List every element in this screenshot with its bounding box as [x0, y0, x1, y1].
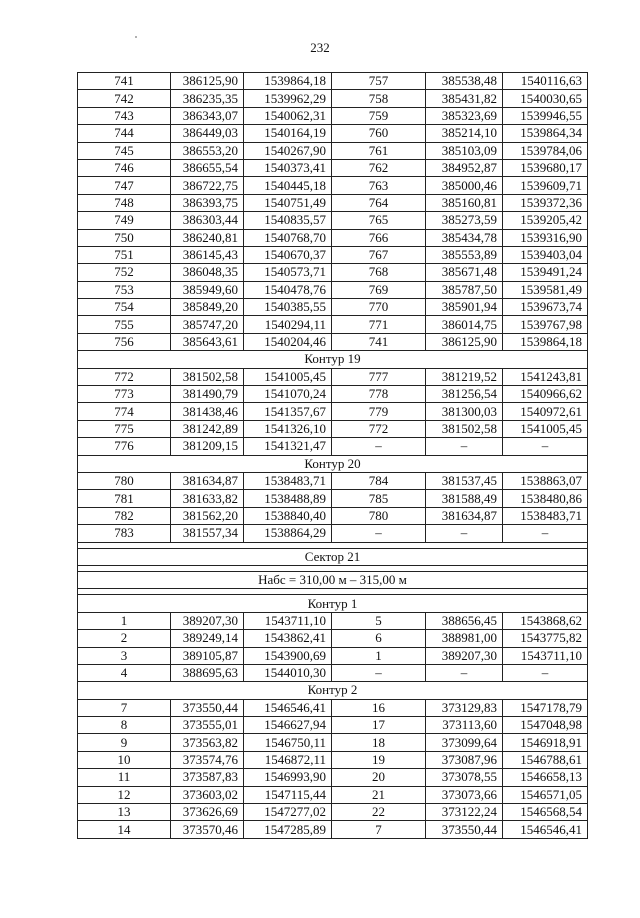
cell-point-number: 762	[332, 159, 426, 176]
cell-coord-y: 1539946,55	[503, 107, 588, 124]
table-row	[78, 507, 588, 524]
cell-coord-x: 373099,64	[426, 734, 503, 751]
table-row	[78, 73, 588, 90]
cell-coord-y: 1547115,44	[244, 786, 332, 803]
cell-coord-x: 385538,48	[426, 73, 503, 90]
cell-coord-x: 373587,83	[171, 769, 244, 786]
cell-coord-x: 381490,79	[171, 386, 244, 403]
cell-coord-y: 1540294,11	[244, 316, 332, 333]
cell-coord-x: 385553,89	[426, 246, 503, 263]
cell-point-number: 785	[332, 490, 426, 507]
cell-coord-y: 1539767,98	[503, 316, 588, 333]
cell-coord-y: –	[503, 664, 588, 681]
contour-title: Контур 19	[78, 351, 588, 368]
cell-coord-x: 388656,45	[426, 612, 503, 629]
cell-coord-x: 385671,48	[426, 264, 503, 281]
table-row	[78, 751, 588, 768]
cell-coord-x: 381588,49	[426, 490, 503, 507]
cell-coord-x: 386125,90	[171, 73, 244, 90]
cell-coord-y: 1539403,04	[503, 246, 588, 263]
cell-coord-x: 373603,02	[171, 786, 244, 803]
table-row	[78, 368, 588, 385]
cell-point-number: 757	[332, 73, 426, 90]
cell-coord-x: 385434,78	[426, 229, 503, 246]
contour-header-row	[78, 595, 588, 612]
cell-coord-x: 373555,01	[171, 717, 244, 734]
cell-coord-y: 1539609,71	[503, 177, 588, 194]
table-row	[78, 525, 588, 542]
cell-coord-y: 1539864,18	[503, 333, 588, 350]
cell-coord-x: 373574,76	[171, 751, 244, 768]
cell-coord-x: 386343,07	[171, 107, 244, 124]
cell-coord-x: 386125,90	[426, 333, 503, 350]
table-row	[78, 299, 588, 316]
cell-point-number: 755	[78, 316, 171, 333]
cell-point-number: 1	[78, 612, 171, 629]
cell-coord-y: –	[503, 438, 588, 455]
cell-coord-x: 386393,75	[171, 194, 244, 211]
cell-coord-y: 1539205,42	[503, 212, 588, 229]
cell-coord-x: 381634,87	[171, 472, 244, 489]
cell-coord-x: 373550,44	[426, 821, 503, 838]
table-row	[78, 420, 588, 437]
cell-point-number: 12	[78, 786, 171, 803]
cell-coord-y: 1539316,90	[503, 229, 588, 246]
cell-coord-y: 1540751,49	[244, 194, 332, 211]
cell-coord-x: 373113,60	[426, 717, 503, 734]
table-row	[78, 472, 588, 489]
cell-point-number: 748	[78, 194, 171, 211]
cell-point-number: 750	[78, 229, 171, 246]
cell-point-number: 758	[332, 90, 426, 107]
cell-coord-x: 388981,00	[426, 630, 503, 647]
cell-coord-y: 1538863,07	[503, 472, 588, 489]
cell-point-number: 760	[332, 125, 426, 142]
cell-coord-y: 1547277,02	[244, 804, 332, 821]
cell-coord-y: 1546788,61	[503, 751, 588, 768]
cell-point-number: 756	[78, 333, 171, 350]
cell-coord-x: 373626,69	[171, 804, 244, 821]
cell-coord-y: 1540062,31	[244, 107, 332, 124]
cell-coord-x: 373122,24	[426, 804, 503, 821]
cell-coord-x: 385787,50	[426, 281, 503, 298]
cell-coord-y: 1546872,11	[244, 751, 332, 768]
cell-coord-y: 1540164,19	[244, 125, 332, 142]
cell-point-number: 13	[78, 804, 171, 821]
cell-point-number: 9	[78, 734, 171, 751]
cell-point-number: 3	[78, 647, 171, 664]
cell-point-number: –	[332, 525, 426, 542]
cell-point-number: 772	[332, 420, 426, 437]
cell-point-number: 741	[78, 73, 171, 90]
cell-point-number: 14	[78, 821, 171, 838]
cell-point-number: 19	[332, 751, 426, 768]
cell-point-number: 776	[78, 438, 171, 455]
table-row	[78, 90, 588, 107]
cell-coord-y: 1540373,41	[244, 159, 332, 176]
cell-coord-y: 1541005,45	[244, 368, 332, 385]
cell-point-number: 22	[332, 804, 426, 821]
contour-header-row	[78, 351, 588, 368]
cell-point-number: 18	[332, 734, 426, 751]
cell-coord-y: 1546627,94	[244, 717, 332, 734]
cell-point-number: 754	[78, 299, 171, 316]
table-row	[78, 786, 588, 803]
cell-coord-x: 385849,20	[171, 299, 244, 316]
cell-coord-y: 1540204,46	[244, 333, 332, 350]
cell-coord-x: 388695,63	[171, 664, 244, 681]
cell-coord-y: 1539491,24	[503, 264, 588, 281]
cell-point-number: 764	[332, 194, 426, 211]
cell-coord-y: 1540478,76	[244, 281, 332, 298]
cell-coord-y: 1539680,17	[503, 159, 588, 176]
cell-coord-x: 373550,44	[171, 699, 244, 716]
table-row	[78, 107, 588, 124]
cell-point-number: 772	[78, 368, 171, 385]
cell-coord-x: 381219,52	[426, 368, 503, 385]
cell-coord-x: 373073,66	[426, 786, 503, 803]
cell-coord-y: 1539372,36	[503, 194, 588, 211]
cell-point-number: 761	[332, 142, 426, 159]
cell-coord-x: 381634,87	[426, 507, 503, 524]
cell-point-number: 782	[78, 507, 171, 524]
cell-coord-y: 1543711,10	[244, 612, 332, 629]
cell-coord-y: 1546658,13	[503, 769, 588, 786]
cell-coord-y: 1538483,71	[503, 507, 588, 524]
cell-coord-x: 385000,46	[426, 177, 503, 194]
cell-coord-y: 1546571,05	[503, 786, 588, 803]
cell-coord-x: 385949,60	[171, 281, 244, 298]
cell-point-number: 752	[78, 264, 171, 281]
cell-coord-x: 389105,87	[171, 647, 244, 664]
cell-point-number: 763	[332, 177, 426, 194]
cell-point-number: 779	[332, 403, 426, 420]
cell-point-number: –	[332, 664, 426, 681]
cell-point-number: 774	[78, 403, 171, 420]
cell-coord-y: 1539581,49	[503, 281, 588, 298]
cell-coord-y: 1538864,29	[244, 525, 332, 542]
cell-point-number: 7	[332, 821, 426, 838]
cell-coord-y: 1546568,54	[503, 804, 588, 821]
cell-coord-x: 373087,96	[426, 751, 503, 768]
cell-point-number: 769	[332, 281, 426, 298]
cell-point-number: 768	[332, 264, 426, 281]
contour-header-row	[78, 455, 588, 472]
cell-coord-x: 385901,94	[426, 299, 503, 316]
section-title: Сектор 21	[78, 548, 588, 565]
table-row	[78, 821, 588, 838]
contour-title: Контур 1	[78, 595, 588, 612]
section-title: Набс = 310,00 м – 315,00 м	[78, 571, 588, 588]
cell-point-number: 784	[332, 472, 426, 489]
cell-point-number: 744	[78, 125, 171, 142]
contour-title: Контур 2	[78, 682, 588, 699]
cell-coord-x: 373078,55	[426, 769, 503, 786]
cell-point-number: 10	[78, 751, 171, 768]
cell-point-number: 741	[332, 333, 426, 350]
table-row	[78, 177, 588, 194]
table-row	[78, 647, 588, 664]
cell-coord-y: 1541005,45	[503, 420, 588, 437]
cell-coord-x: 381438,46	[171, 403, 244, 420]
cell-coord-x: 381537,45	[426, 472, 503, 489]
cell-coord-y: 1544010,30	[244, 664, 332, 681]
cell-coord-x: 381502,58	[426, 420, 503, 437]
cell-coord-y: 1540445,18	[244, 177, 332, 194]
cell-coord-x: 389207,30	[426, 647, 503, 664]
cell-point-number: –	[332, 438, 426, 455]
cell-coord-x: 385747,20	[171, 316, 244, 333]
cell-point-number: 766	[332, 229, 426, 246]
cell-coord-x: 381256,54	[426, 386, 503, 403]
cell-point-number: 773	[78, 386, 171, 403]
cell-coord-y: 1541326,10	[244, 420, 332, 437]
cell-coord-y: 1543775,82	[503, 630, 588, 647]
table-row	[78, 490, 588, 507]
cell-coord-y: 1541321,47	[244, 438, 332, 455]
table-row	[78, 125, 588, 142]
cell-coord-y: 1543900,69	[244, 647, 332, 664]
cell-point-number: 746	[78, 159, 171, 176]
cell-coord-y: 1547178,79	[503, 699, 588, 716]
cell-point-number: 20	[332, 769, 426, 786]
table-row	[78, 194, 588, 211]
cell-coord-x: 386240,81	[171, 229, 244, 246]
cell-coord-x: 386722,75	[171, 177, 244, 194]
cell-point-number: 11	[78, 769, 171, 786]
cell-coord-y: 1538480,86	[503, 490, 588, 507]
cell-coord-x: 386014,75	[426, 316, 503, 333]
cell-coord-x: 381502,58	[171, 368, 244, 385]
cell-coord-y: 1546750,11	[244, 734, 332, 751]
cell-coord-y: 1540966,62	[503, 386, 588, 403]
cell-point-number: 6	[332, 630, 426, 647]
table-row	[78, 281, 588, 298]
table-row	[78, 734, 588, 751]
cell-point-number: 770	[332, 299, 426, 316]
cell-coord-x: 385273,59	[426, 212, 503, 229]
cell-coord-y: 1546546,41	[244, 699, 332, 716]
cell-coord-y: 1539962,29	[244, 90, 332, 107]
cell-coord-y: 1540030,65	[503, 90, 588, 107]
table-row	[78, 264, 588, 281]
cell-coord-y: 1539864,18	[244, 73, 332, 90]
cell-coord-y: 1547048,98	[503, 717, 588, 734]
coordinates-table	[77, 72, 588, 839]
table-row	[78, 612, 588, 629]
cell-point-number: 778	[332, 386, 426, 403]
cell-point-number: 742	[78, 90, 171, 107]
cell-coord-x: 385103,09	[426, 142, 503, 159]
cell-point-number: 751	[78, 246, 171, 263]
cell-coord-y: 1547285,89	[244, 821, 332, 838]
cell-coord-y: 1543868,62	[503, 612, 588, 629]
cell-coord-x: 386235,35	[171, 90, 244, 107]
cell-point-number: 783	[78, 525, 171, 542]
cell-point-number: 759	[332, 107, 426, 124]
cell-coord-x: 373570,46	[171, 821, 244, 838]
cell-point-number: 4	[78, 664, 171, 681]
cell-point-number: 8	[78, 717, 171, 734]
cell-point-number: 771	[332, 316, 426, 333]
table-row	[78, 438, 588, 455]
cell-coord-y: 1538488,89	[244, 490, 332, 507]
cell-coord-x: 381300,03	[426, 403, 503, 420]
cell-coord-x: 384952,87	[426, 159, 503, 176]
table-row	[78, 403, 588, 420]
cell-point-number: 780	[332, 507, 426, 524]
table-row	[78, 386, 588, 403]
table-row	[78, 804, 588, 821]
table-row	[78, 159, 588, 176]
cell-coord-x: 386553,20	[171, 142, 244, 159]
cell-coord-x: 385214,10	[426, 125, 503, 142]
cell-coord-x: 381633,82	[171, 490, 244, 507]
cell-point-number: 7	[78, 699, 171, 716]
cell-point-number: 777	[332, 368, 426, 385]
cell-coord-x: 389207,30	[171, 612, 244, 629]
cell-point-number: 1	[332, 647, 426, 664]
cell-point-number: 747	[78, 177, 171, 194]
page-number: 232	[310, 40, 330, 55]
table-row	[78, 664, 588, 681]
cell-coord-y: 1546993,90	[244, 769, 332, 786]
table-row	[78, 769, 588, 786]
cell-coord-x: –	[426, 664, 503, 681]
cell-coord-y: 1540835,57	[244, 212, 332, 229]
cell-coord-y: 1540267,90	[244, 142, 332, 159]
cell-coord-y: 1540385,55	[244, 299, 332, 316]
cell-point-number: 765	[332, 212, 426, 229]
cell-coord-y: 1546918,91	[503, 734, 588, 751]
cell-point-number: 5	[332, 612, 426, 629]
cell-coord-x: 386655,54	[171, 159, 244, 176]
cell-coord-x: 381557,34	[171, 525, 244, 542]
table-row	[78, 316, 588, 333]
cell-point-number: 16	[332, 699, 426, 716]
cell-point-number: 753	[78, 281, 171, 298]
cell-coord-y: 1539784,06	[503, 142, 588, 159]
contour-title: Контур 20	[78, 455, 588, 472]
cell-coord-x: 386303,44	[171, 212, 244, 229]
cell-coord-y: 1540670,37	[244, 246, 332, 263]
cell-coord-x: 389249,14	[171, 630, 244, 647]
contour-header-row	[78, 682, 588, 699]
cell-point-number: 17	[332, 717, 426, 734]
cell-coord-x: 373129,83	[426, 699, 503, 716]
table-row	[78, 699, 588, 716]
cell-point-number: 780	[78, 472, 171, 489]
scan-speck	[135, 36, 137, 38]
cell-coord-y: 1546546,41	[503, 821, 588, 838]
cell-point-number: 781	[78, 490, 171, 507]
section-row	[78, 571, 588, 588]
cell-coord-y: 1541070,24	[244, 386, 332, 403]
cell-coord-x: 385643,61	[171, 333, 244, 350]
table-row	[78, 630, 588, 647]
cell-coord-x: –	[426, 525, 503, 542]
cell-coord-y: 1539864,34	[503, 125, 588, 142]
cell-coord-y: 1541243,81	[503, 368, 588, 385]
cell-coord-y: 1540116,63	[503, 73, 588, 90]
cell-coord-y: 1539673,74	[503, 299, 588, 316]
cell-coord-y: 1540768,70	[244, 229, 332, 246]
cell-coord-y: 1538840,40	[244, 507, 332, 524]
table-row	[78, 333, 588, 350]
cell-coord-x: 373563,82	[171, 734, 244, 751]
cell-coord-x: 381562,20	[171, 507, 244, 524]
table-row	[78, 246, 588, 263]
cell-coord-x: 386145,43	[171, 246, 244, 263]
cell-coord-y: –	[503, 525, 588, 542]
cell-coord-x: 386449,03	[171, 125, 244, 142]
table-row	[78, 142, 588, 159]
cell-point-number: 743	[78, 107, 171, 124]
cell-point-number: 21	[332, 786, 426, 803]
cell-coord-x: –	[426, 438, 503, 455]
cell-coord-x: 386048,35	[171, 264, 244, 281]
cell-coord-x: 381242,89	[171, 420, 244, 437]
cell-coord-y: 1540573,71	[244, 264, 332, 281]
cell-point-number: 745	[78, 142, 171, 159]
cell-point-number: 749	[78, 212, 171, 229]
cell-coord-x: 385431,82	[426, 90, 503, 107]
section-row	[78, 548, 588, 565]
coordinates-table-body	[78, 73, 588, 839]
cell-coord-x: 385160,81	[426, 194, 503, 211]
cell-coord-y: 1538483,71	[244, 472, 332, 489]
table-row	[78, 717, 588, 734]
cell-coord-y: 1543862,41	[244, 630, 332, 647]
cell-coord-y: 1540972,61	[503, 403, 588, 420]
cell-coord-y: 1543711,10	[503, 647, 588, 664]
cell-point-number: 2	[78, 630, 171, 647]
cell-point-number: 767	[332, 246, 426, 263]
table-row	[78, 212, 588, 229]
table-row	[78, 229, 588, 246]
cell-coord-x: 381209,15	[171, 438, 244, 455]
cell-coord-x: 385323,69	[426, 107, 503, 124]
cell-point-number: 775	[78, 420, 171, 437]
cell-coord-y: 1541357,67	[244, 403, 332, 420]
